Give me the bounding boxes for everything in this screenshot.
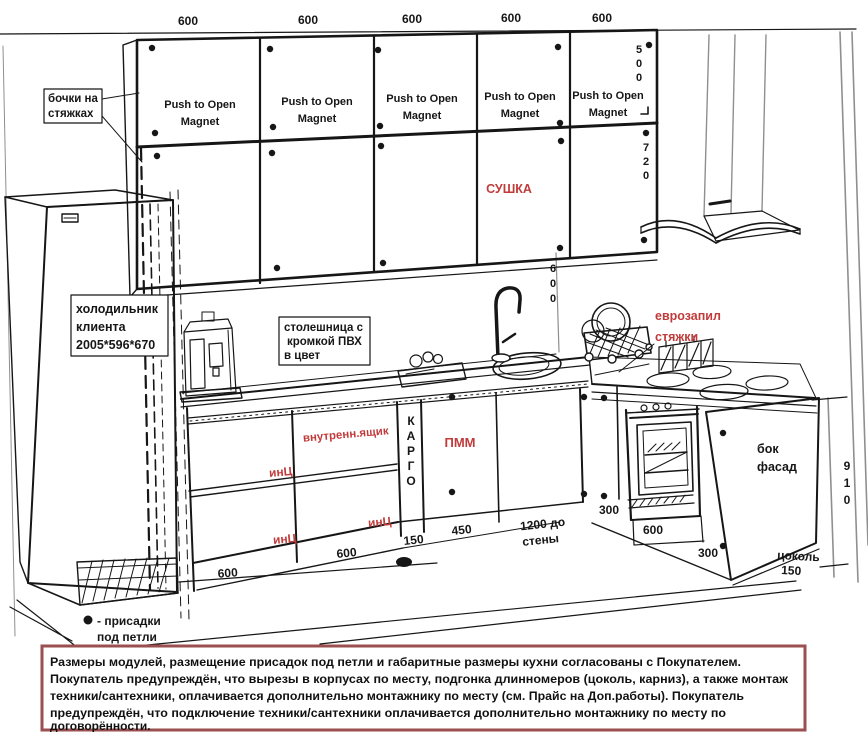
plinth-label: цоколь [776, 548, 821, 565]
svg-text:0: 0 [635, 72, 643, 84]
plinth-height: 150 [780, 563, 802, 579]
evrozapil-label: стяжки [655, 330, 699, 344]
svg-text:Push to Open: Push to Open [484, 91, 556, 103]
svg-text:2: 2 [642, 156, 650, 168]
footer-disclaimer [42, 646, 805, 732]
dim-600-top-1: 600 [177, 14, 199, 28]
inc-label-1: инЦ [268, 464, 293, 481]
drying-cabinet-label: СУШКА [486, 182, 532, 196]
dim-300-left: 300 [598, 503, 620, 517]
fridge-label: холодильник [76, 302, 158, 316]
callout-fridge [71, 295, 168, 356]
side-facade-label: фасад [757, 460, 797, 474]
fridge [5, 148, 189, 648]
footer-line: Покупатель предупреждён, что вырезы в корпусах по месту, подгонка длинномеров (цоколь, карниз), а также монтаж [50, 672, 789, 686]
inc-label-3: инЦ [272, 531, 297, 548]
svg-text:Р: Р [406, 444, 416, 458]
countertop-label: столешница с [284, 322, 363, 334]
handle-knob [396, 557, 412, 567]
fridge-label: клиента [76, 320, 126, 334]
base-cabinets-left [179, 381, 619, 591]
legend-hinge-dots [84, 614, 161, 644]
svg-text:9: 9 [843, 459, 851, 473]
barrels-label: бочки на [48, 93, 98, 105]
upper-cabinets [123, 11, 657, 305]
dim-600-cab2: 600 [335, 545, 358, 562]
svg-text:А: А [406, 429, 416, 443]
svg-text:Push to Open: Push to Open [281, 96, 353, 108]
pmm-label: ПММ [444, 435, 476, 450]
svg-text:Magnet: Magnet [297, 113, 337, 125]
dim-720-vertical [643, 142, 649, 182]
evrozapil-label: еврозапил [655, 309, 721, 323]
legend-dot-icon [84, 616, 93, 625]
floor-lines [107, 581, 801, 649]
countertop [181, 354, 817, 413]
dim-600-top-2: 600 [297, 13, 319, 27]
svg-text:Г: Г [407, 459, 415, 473]
countertop-label: кромкой ПВХ [287, 336, 362, 348]
svg-text:Push to Open: Push to Open [164, 99, 236, 111]
dim-450: 450 [450, 522, 473, 539]
dim-600-vertical [550, 263, 556, 305]
svg-text:Push to Open: Push to Open [572, 90, 644, 102]
cargo-label [406, 414, 415, 488]
inner-drawer-label: внутренн.ящик [302, 425, 390, 445]
svg-text:Magnet: Magnet [588, 107, 628, 119]
legend-label: - присадки [97, 614, 161, 628]
footer-line: договорённости. [50, 719, 151, 732]
svg-text:Magnet: Magnet [180, 116, 220, 128]
cooker-hood [641, 35, 800, 243]
faucet [492, 288, 520, 362]
hinge-dots-upper [149, 42, 652, 271]
svg-text:7: 7 [642, 142, 650, 154]
callout-countertop [279, 317, 370, 365]
dim-600-oven: 600 [642, 523, 664, 537]
footer-line: техники/сантехники, оплачивается дополнительно монтажнику по месту (см. Прайс на Доп.работы). Покупатель [50, 689, 744, 703]
dim-600-top-4: 600 [500, 11, 522, 25]
dim-600-fridge: 600 [217, 565, 239, 581]
footer-line: предупреждён, что подключение техники/сантехники оплачивается дополнительно монтажнику по месту по [50, 706, 726, 720]
side-facade-label: бок [757, 442, 779, 456]
svg-text:К: К [407, 414, 415, 428]
svg-text:0: 0 [843, 493, 851, 507]
svg-text:Push to Open: Push to Open [386, 93, 458, 105]
svg-text:6: 6 [549, 263, 557, 275]
push-to-open-labels [164, 90, 644, 128]
svg-text:0: 0 [549, 278, 557, 290]
barrels-label: стяжках [48, 108, 94, 120]
dim-300-right: 300 [697, 546, 719, 560]
base-cabinets-right [592, 397, 851, 585]
svg-text:0: 0 [642, 170, 650, 182]
svg-text:Magnet: Magnet [500, 108, 540, 120]
coffee-machine [180, 312, 242, 402]
svg-text:Magnet: Magnet [402, 110, 442, 122]
callout-barrels [44, 89, 142, 162]
footer-line: Размеры модулей, размещение присадок под петли и габаритные размеры кухни согласованы с Покупателем. [50, 655, 741, 669]
dim-600-top-3: 600 [401, 12, 423, 26]
svg-text:1: 1 [843, 476, 851, 490]
dim-1200-line2: стены [521, 531, 560, 549]
oven [626, 403, 704, 545]
dim-600-top-5: 600 [591, 11, 613, 25]
fridge-label: 2005*596*670 [76, 338, 156, 352]
countertop-label: в цвет [284, 350, 321, 362]
inc-label-2: инЦ [367, 514, 392, 531]
dim-500-vertical [636, 44, 642, 84]
legend-label: под петли [97, 630, 157, 644]
svg-text:0: 0 [549, 293, 557, 305]
svg-text:О: О [406, 474, 416, 488]
dim-150-cargo: 150 [402, 532, 425, 549]
svg-text:0: 0 [635, 58, 643, 70]
svg-text:5: 5 [635, 44, 643, 56]
fridge-vent-grill [77, 558, 178, 605]
dim-1200-line1: 1200 до [519, 514, 566, 534]
